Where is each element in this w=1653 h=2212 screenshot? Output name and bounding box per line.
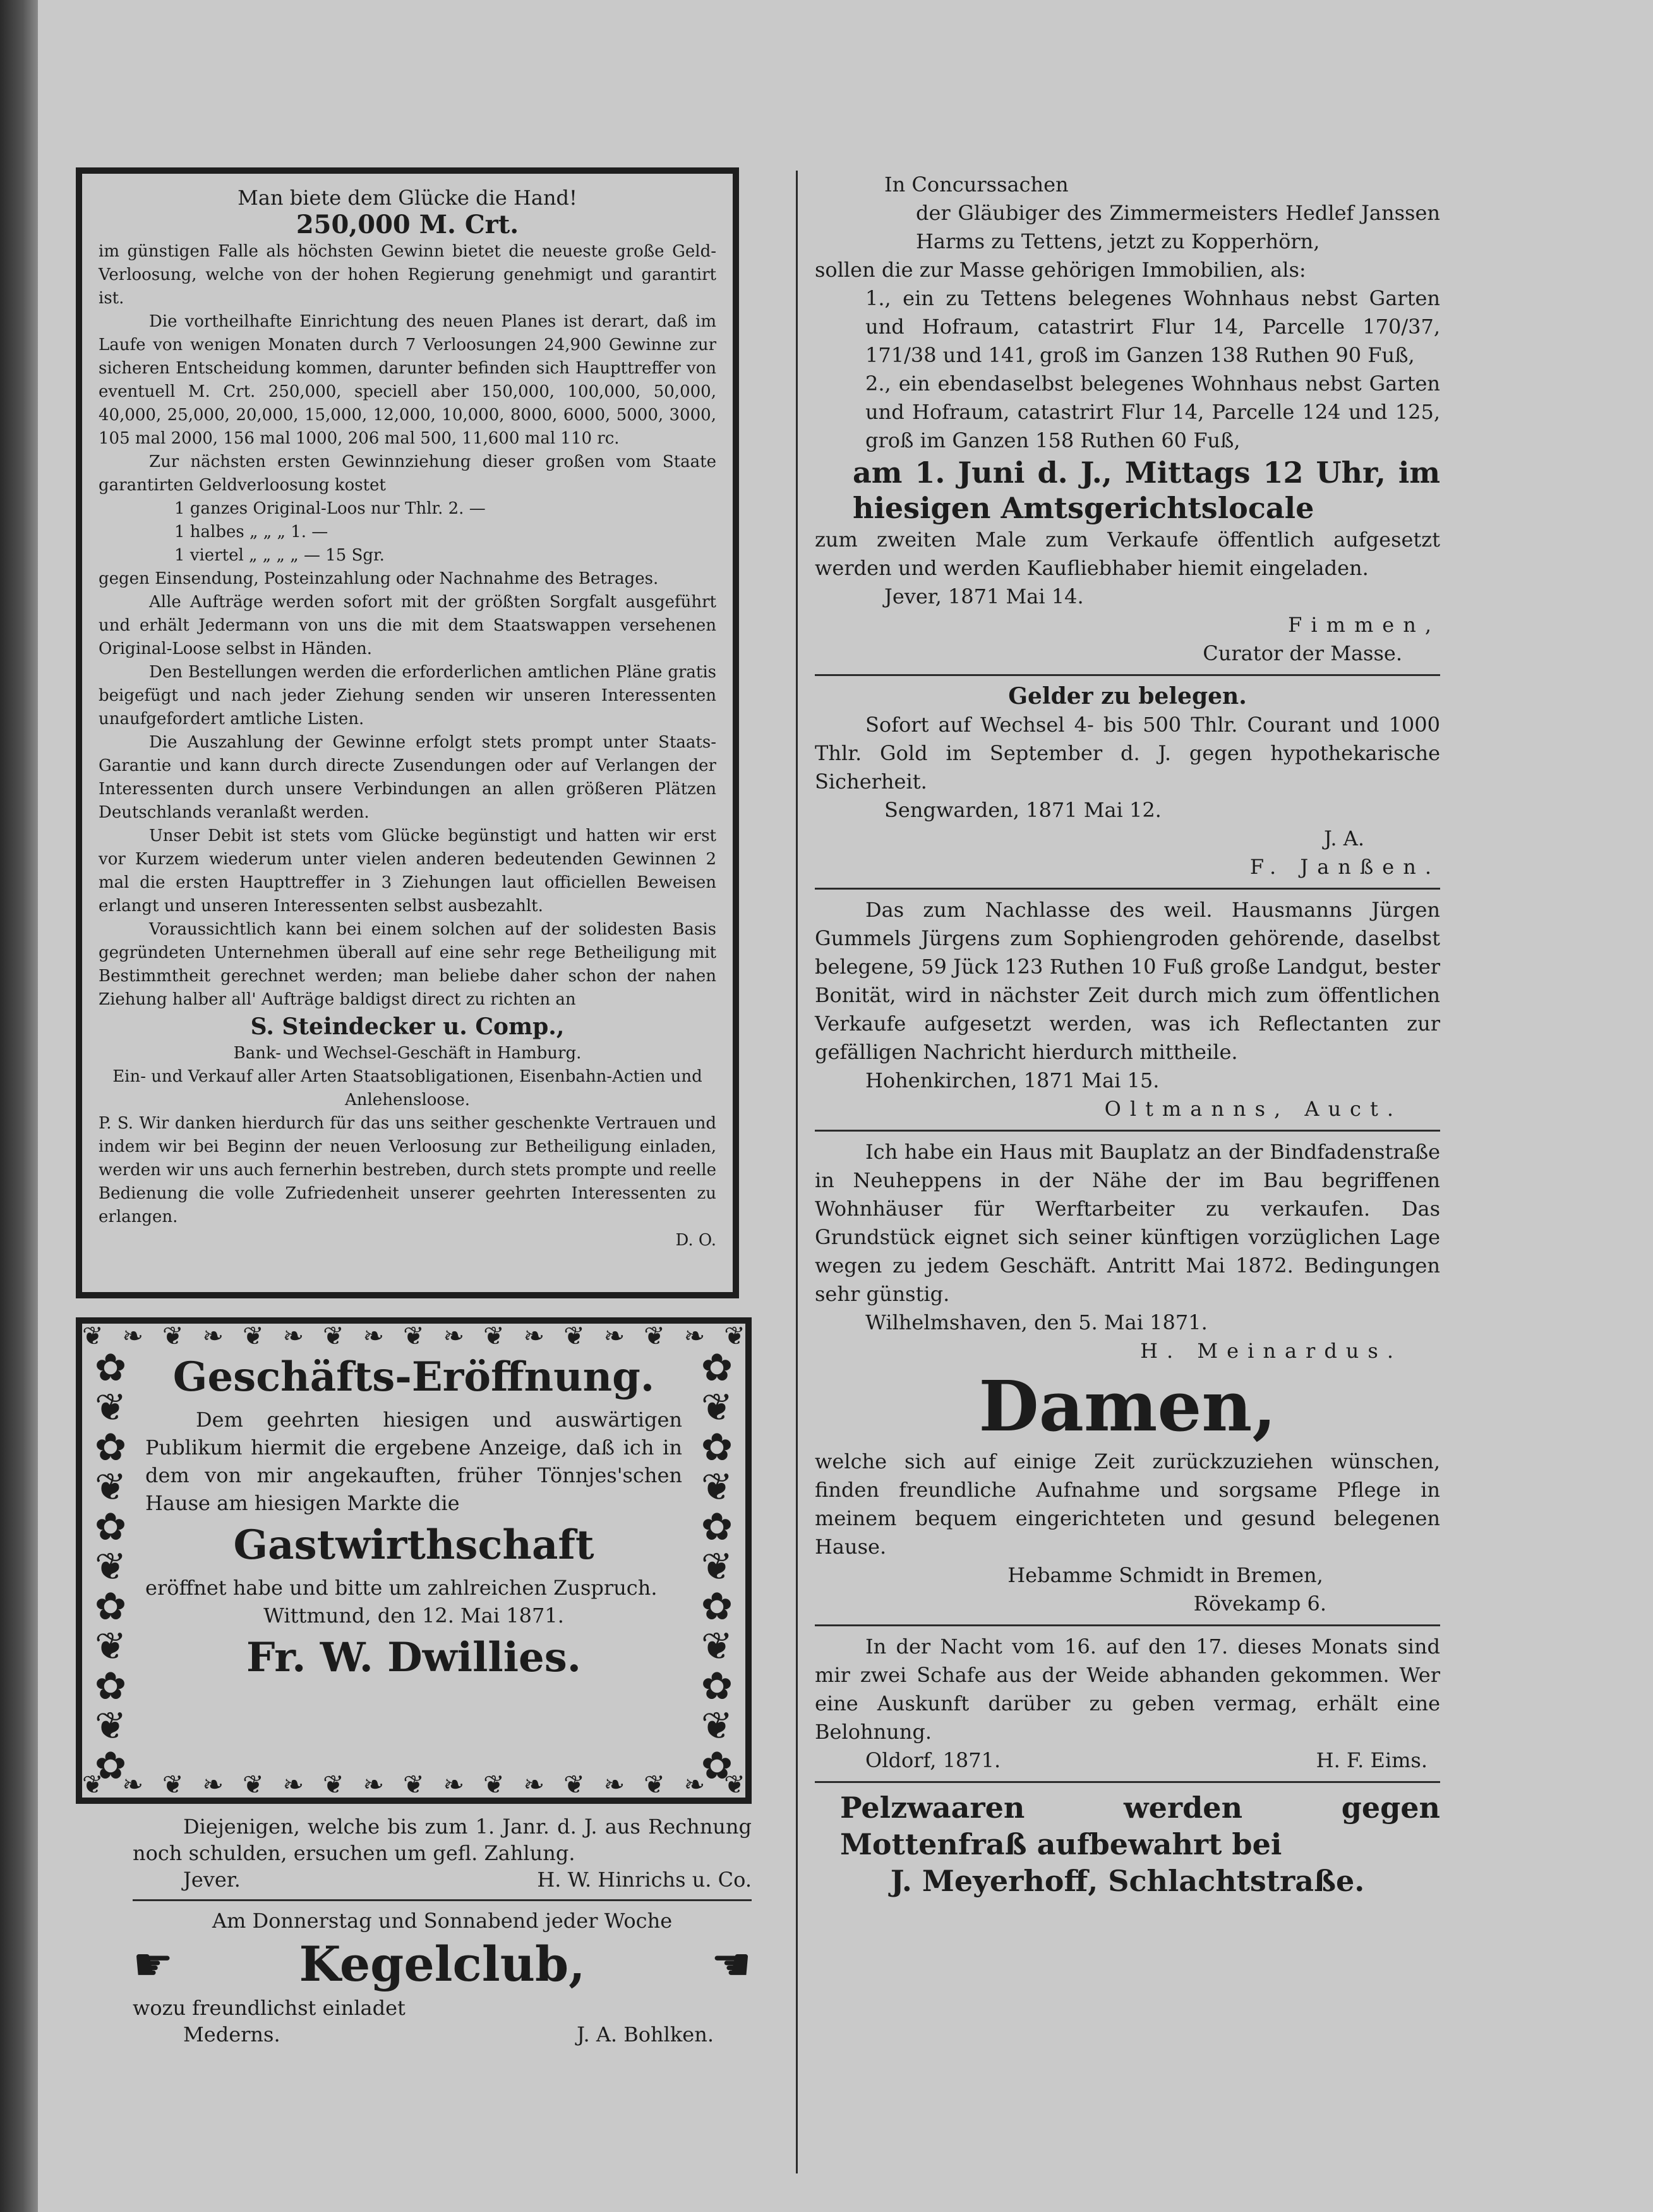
lottery-appeal: Voraussichtlich kann bei einem solchen auf der solidesten Basis gegründeten Unternehmen überall auf eine sehr rege Betheiligung mit Bestimmtheit gerechnet werden; man beliebe daher schon der nahen Ziehung halber all' Aufträge baldigst direct zu richten an — [99, 920, 716, 1009]
lottery-intro: im günstigen Falle als höchsten Gewinn bietet die neueste große Geld-Verloosung, welche von der hohen Regierung genehmigt und garantirt ist. — [99, 242, 716, 308]
concurs-line2: der Gläubiger des Zimmermeisters Hedlef Janssen Harms zu Tettens, jetzt zu Kopperhörn, — [916, 201, 1440, 253]
concurs-item2: 2., ein ebendaselbst belegenes Wohnhaus nebst Garten und Hofraum, catastrirt Flur 14, Parcelle 124 und 125, groß im Ganzen 158 Ruthen 60 Fuß, — [865, 372, 1440, 452]
lottery-plans: Den Bestellungen werden die erforderlichen amtlichen Pläne gratis beigefügt und nach jeder Ziehung senden wir unseren Interessenten unaufgefordert amtliche Listen. — [99, 663, 716, 728]
haus-ad — [815, 1138, 1440, 1365]
lottery-price-whole: 1 ganzes Original-Loos nur Thlr. 2. — — [174, 499, 486, 518]
book-spine — [0, 0, 38, 2212]
schafe-ad — [815, 1633, 1440, 1775]
pelz-ad — [815, 1789, 1440, 1899]
debts-place: Jever. — [183, 1868, 241, 1892]
opening-title2: Gastwirthschaft — [233, 1521, 594, 1569]
lottery-heading: Man biete dem Glücke die Hand! — [237, 186, 577, 210]
pointing-hand-right-icon: ☛ — [133, 1938, 174, 1991]
kegel-title: Kegelclub, — [299, 1936, 586, 1992]
damen-title: Damen, — [978, 1365, 1277, 1447]
column-divider — [796, 171, 798, 2173]
damen-signature1: Hebamme Schmidt in Bremen, — [1007, 1563, 1323, 1587]
ornament-border-bottom: ❦ ❧ ❦ ❧ ❦ ❧ ❦ ❧ ❦ ❧ ❦ ❧ ❦ ❧ ❦ ❧ ❦ — [82, 1772, 745, 1798]
haus-text: Ich habe ein Haus mit Bauplatz an der Bindfadenstraße in Neuheppens in der Nähe der im Bau begriffenen Wohnhäuser für Werftarbeiter zu verkaufen. Das Grundstück eignet sich seiner künftigen vorzüglichen Lage wegen zu jedem Geschäft. Antritt Mai 1872. Bedingungen sehr günstig. — [815, 1140, 1440, 1306]
kegel-signature: J. A. Bohlken. — [577, 2022, 714, 2046]
opening-name: Fr. W. Dwillies. — [246, 1634, 582, 1681]
divider — [133, 1899, 752, 1901]
damen-ad — [815, 1365, 1440, 1618]
gelder-signature1: J. A. — [1324, 826, 1364, 850]
concurs-signature1: Fimmen, — [1288, 613, 1440, 637]
divider — [815, 888, 1440, 890]
concurs-item1: 1., ein zu Tettens belegenes Wohnhaus nebst Garten und Hofraum, catastrirt Flur 14, Parcelle 170/37, 171/38 und 141, groß im Ganzen 138 Ruthen 90 Fuß, — [865, 286, 1440, 367]
gelder-ad — [815, 682, 1440, 881]
gelder-text: Sofort auf Wechsel 4- bis 500 Thlr. Courant und 1000 Thlr. Gold im September d. J. gegen hypothekarische Sicherheit. — [815, 713, 1440, 794]
opening-text2: eröffnet habe und bitte um zahlreichen Zuspruch. — [145, 1576, 658, 1600]
lottery-postscript: P. S. Wir danken hierdurch für das uns seither geschenkte Vertrauen und indem wir bei Beginn der neuen Verloosung zur Betheiligung einladen, werden wir uns auch fernerhin bestreben, durch stets prompte und reelle Bedienung die volle Zufriedenheit unserer geehrten Interessenten zu erlangen. — [99, 1114, 716, 1226]
lottery-plan: Die vortheilhafte Einrichtung des neuen Planes ist derart, daß im Laufe von wenigen Monaten durch 7 Verloosungen 24,900 Gewinne zur sicheren Entscheidung kommen, darunter befinden sich Haupttreffer von eventuell M. Crt. 250,000, speciell aber 150,000, 100,000, 50,000, 40,000, 25,000, 20,000, 15,000, 12,000, 10,000, 8000, 6000, 5000, 3000, 105 mal 2000, 156 mal 1000, 206 mal 500, 11,600 mal 110 rc. — [99, 312, 716, 448]
divider — [815, 1781, 1440, 1783]
opening-date: Wittmund, den 12. Mai 1871. — [263, 1604, 564, 1628]
nachlass-signature: Oltmanns, Auct. — [1104, 1097, 1402, 1121]
lottery-signature: D. O. — [675, 1231, 716, 1250]
opening-ad — [76, 1317, 752, 1804]
debts-ad — [133, 1813, 752, 2048]
gelder-title: Gelder zu belegen. — [1008, 683, 1247, 710]
schafe-place: Oldorf, 1871. — [865, 1748, 1001, 1772]
lottery-luck: Unser Debit ist stets vom Glücke begünstigt und hatten wir erst vor Kurzem wiederum unter vielen anderen bedeutenden Gewinnen 2 mal die ersten Haupttreffer in 3 Ziehungen laut officiellen Beweisen erlangt und unseren Interessenten selbst ausbezahlt. — [99, 826, 716, 916]
kegel-days: Am Donnerstag und Sonnabend jeder Woche — [212, 1909, 673, 1933]
schafe-signature: H. F. Eims. — [1316, 1748, 1428, 1772]
ornament-border-right: ✿ ❦ ✿ ❦ ✿ ❦ ✿ ❦ ✿ ❦ ✿ — [700, 1346, 733, 1788]
damen-signature2: Rövekamp 6. — [1193, 1592, 1326, 1616]
nachlass-ad — [815, 896, 1440, 1123]
lottery-price-quarter: 1 viertel „ „ „ „ — 15 Sgr. — [174, 546, 385, 565]
gelder-signature2: F. Janßen. — [1249, 855, 1440, 879]
debts-text: Diejenigen, welche bis zum 1. Janr. d. J. aus Rechnung noch schulden, ersuchen um gefl. Zahlung. — [133, 1815, 752, 1865]
damen-text: welche sich auf einige Zeit zurückzuziehen wünschen, finden freundliche Aufnahme und sorgsame Pflege in meinem bequem eingerichteten und gesund belegenen Hause. — [815, 1449, 1440, 1559]
concurs-signature2: Curator der Masse. — [1203, 641, 1402, 665]
debts-signature: H. W. Hinrichs u. Co. — [537, 1868, 752, 1892]
concurs-line3: sollen die zur Masse gehörigen Immobilien, als: — [815, 258, 1306, 282]
lottery-price-intro: Zur nächsten ersten Gewinnziehung dieser großen vom Staate garantirten Geldverloosung kostet — [99, 452, 716, 495]
pelz-text: Pelzwaaren werden gegen Mottenfraß aufbewahrt bei — [840, 1791, 1440, 1861]
divider — [815, 1624, 1440, 1626]
concurs-text: zum zweiten Male zum Verkaufe öffentlich aufgesetzt werden und werden Kaufliebhaber hiemit eingeladen. — [815, 528, 1440, 580]
right-column — [815, 171, 1440, 1899]
opening-text: Dem geehrten hiesigen und auswärtigen Publikum hiermit die ergebene Anzeige, daß ich in dem von mir angekauften, früher Tönnjes'schen Hause am hiesigen Markte die — [145, 1408, 682, 1515]
divider — [815, 674, 1440, 676]
pelz-firm: J. Meyerhoff, Schlachtstraße. — [890, 1864, 1365, 1898]
ornament-border-top: ❦ ❧ ❦ ❧ ❦ ❧ ❦ ❧ ❦ ❧ ❦ ❧ ❦ ❧ ❦ ❧ ❦ — [82, 1324, 745, 1349]
nachlass-place: Hohenkirchen, 1871 Mai 15. — [865, 1068, 1160, 1092]
kegel-invite: wozu freundlichst einladet — [133, 1996, 406, 2020]
ornament-border-left: ✿ ❦ ✿ ❦ ✿ ❦ ✿ ❦ ✿ ❦ ✿ — [94, 1346, 127, 1788]
concurs-date: am 1. Juni d. J., Mittags 12 Uhr, im hiesigen Amtsgerichtslocale — [853, 456, 1440, 525]
concurs-ad — [815, 171, 1440, 668]
lottery-amount: 250,000 M. Crt. — [296, 210, 519, 239]
concurs-place: Jever, 1871 Mai 14. — [884, 584, 1084, 608]
lottery-firm-line2: Bank- und Wechsel-Geschäft in Hamburg. — [233, 1044, 582, 1063]
lottery-firm: S. Steindecker u. Comp., — [250, 1013, 565, 1040]
gelder-place: Sengwarden, 1871 Mai 12. — [884, 798, 1162, 822]
lottery-ad — [76, 167, 739, 1298]
lottery-payment: gegen Einsendung, Posteinzahlung oder Nachnahme des Betrages. — [99, 569, 659, 588]
schafe-text: In der Nacht vom 16. auf den 17. dieses Monats sind mir zwei Schafe aus der Weide abhanden gekommen. Wer eine Auskunft darüber zu geben vermag, erhält eine Belohnung. — [815, 1635, 1440, 1744]
nachlass-text: Das zum Nachlasse des weil. Hausmanns Jürgen Gummels Jürgens zum Sophiengroden gehörende, daselbst belegene, 59 Jück 123 Ruthen 10 Fuß große Landgut, bester Bonität, wird in nächster Zeit durch mich zum öffentlichen Verkaufe aufgesetzt werden, was ich Reflectanten zur gefälligen Nachricht hierdurch mittheile. — [815, 898, 1440, 1064]
newspaper-page — [38, 0, 1653, 2212]
lottery-orders: Alle Aufträge werden sofort mit der größten Sorgfalt ausgeführt und erhält Jedermann von uns die mit dem Staatswappen versehenen Original-Loose selbst in Händen. — [99, 593, 716, 658]
lottery-price-half: 1 halbes „ „ „ 1. — — [174, 523, 328, 541]
opening-title: Geschäfts-Eröffnung. — [172, 1353, 655, 1401]
haus-place: Wilhelmshaven, den 5. Mai 1871. — [865, 1310, 1208, 1334]
lottery-payout: Die Auszahlung der Gewinne erfolgt stets prompt unter Staats-Garantie und kann durch directe Zusendungen oder auf Verlangen der Interessenten durch unsere Verbindungen an allen größeren Plätzen Deutschlands veranlaßt werden. — [99, 733, 716, 822]
lottery-firm-line3: Ein- und Verkauf aller Arten Staatsobligationen, Eisenbahn-Actien und Anlehensloose. — [112, 1067, 702, 1109]
kegel-place: Mederns. — [183, 2022, 280, 2046]
concurs-line1: In Concurssachen — [884, 172, 1069, 196]
pointing-hand-left-icon: ☚ — [711, 1938, 752, 1991]
haus-signature: H. Meinardus. — [1140, 1339, 1402, 1363]
divider — [815, 1130, 1440, 1132]
